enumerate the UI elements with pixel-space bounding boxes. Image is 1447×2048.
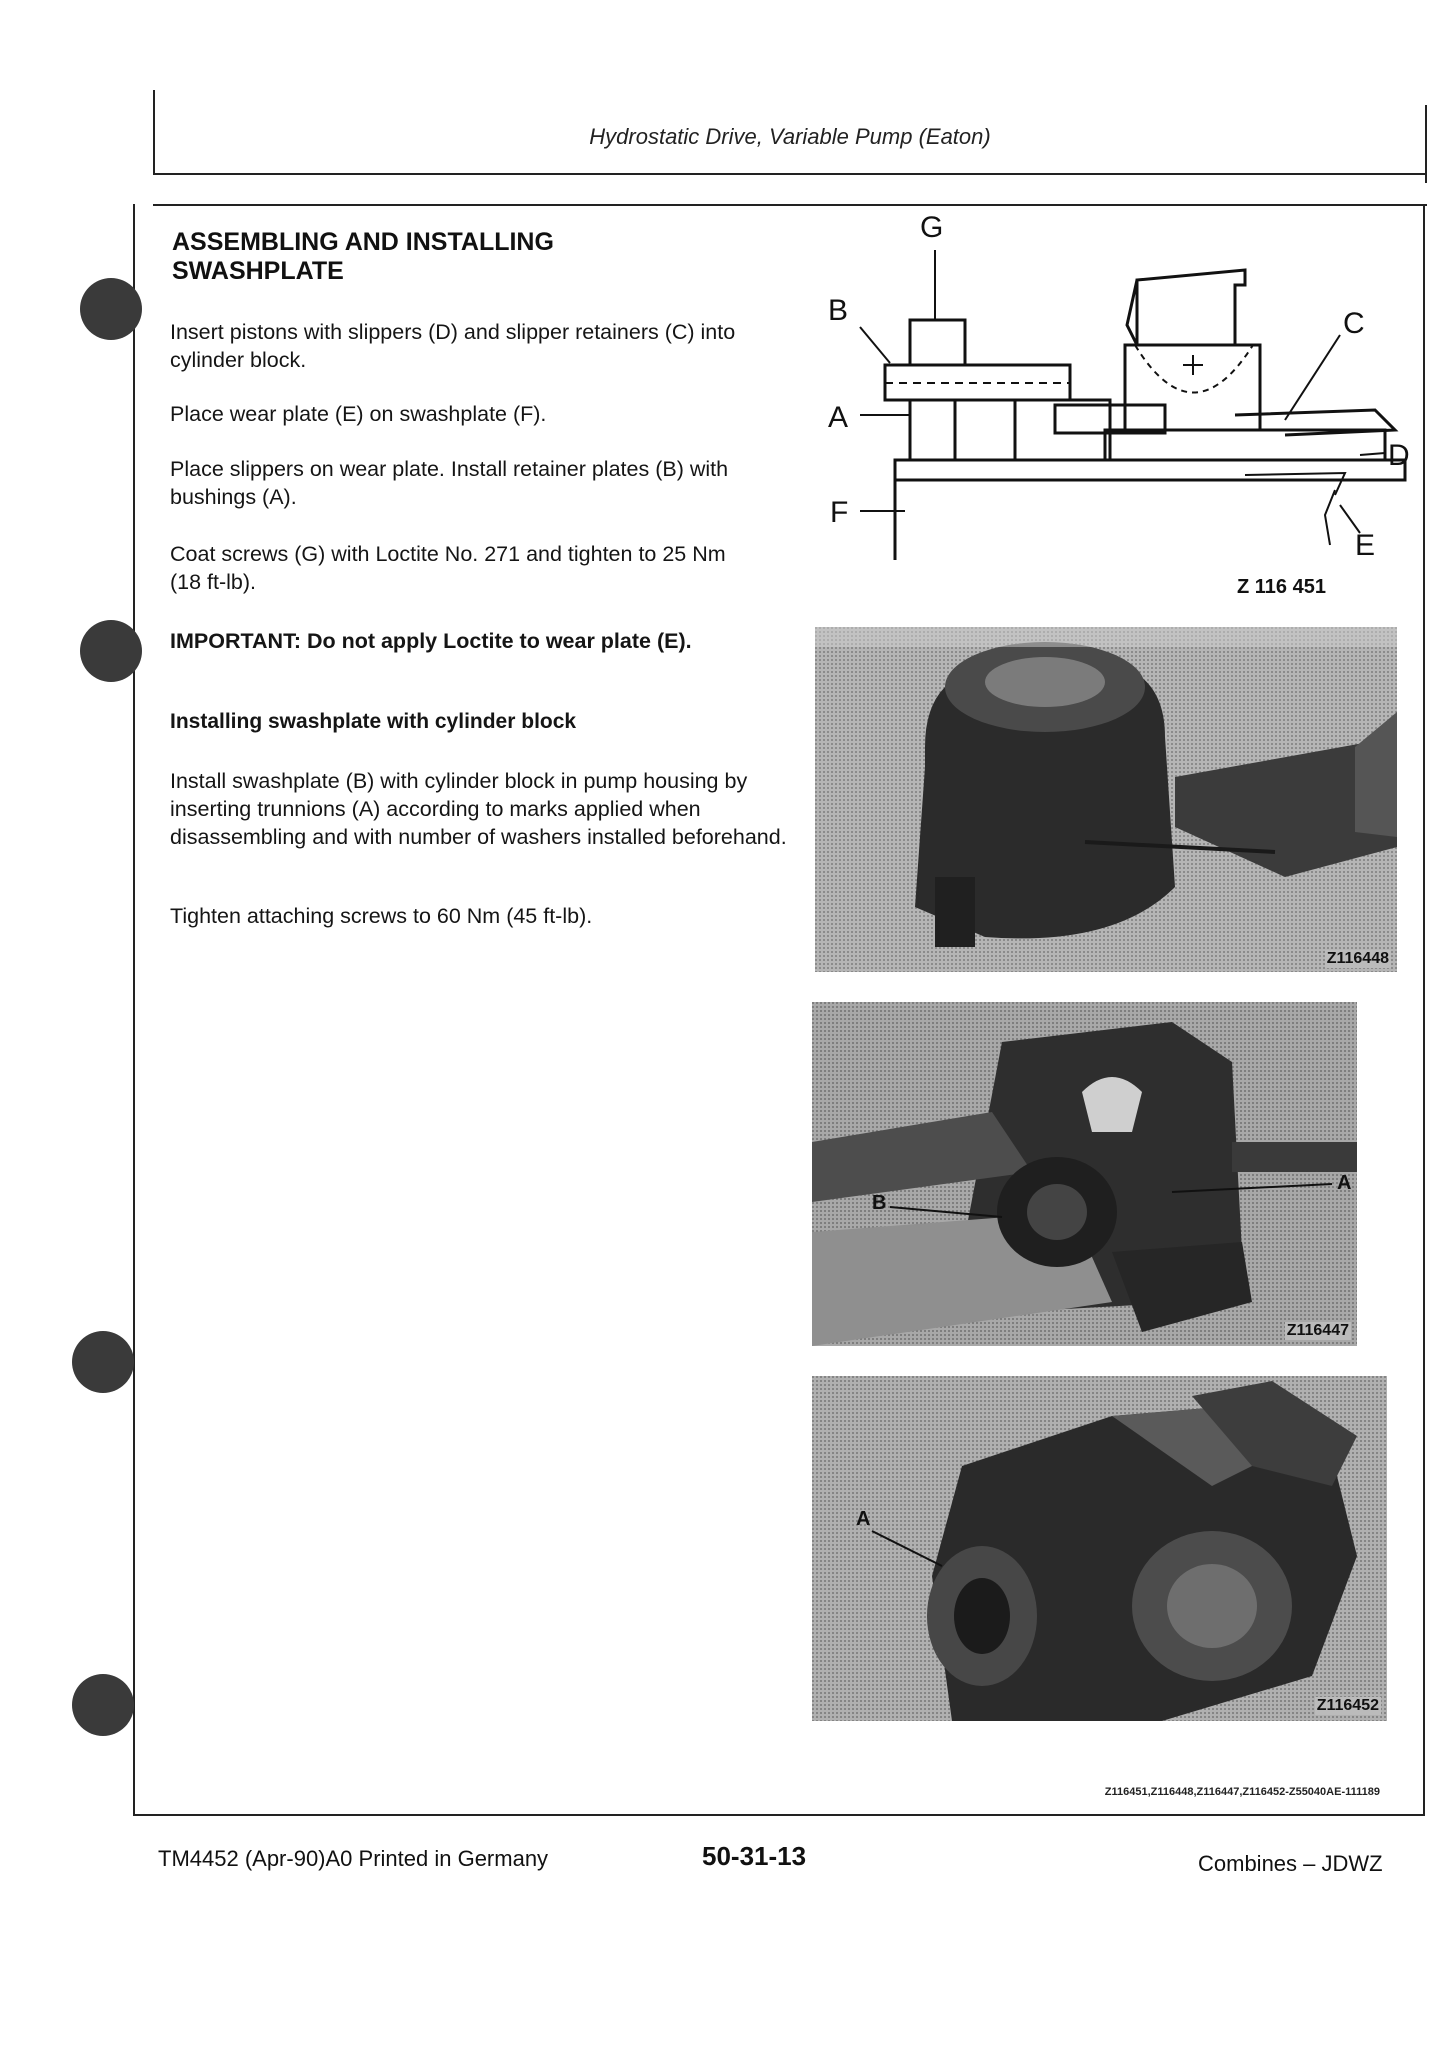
photo-3-figure-id: Z116452: [1316, 1697, 1379, 1714]
paragraph-insert-pistons: Insert pistons with slippers (D) and slipper retainers (C) into cylinder block.: [170, 320, 736, 372]
leader-b: [860, 327, 890, 363]
punch-hole-1: [80, 278, 142, 340]
photo-swashplate-install: [815, 627, 1397, 972]
diagram-label-g: G: [920, 215, 944, 244]
section-title-line2: SWASHPLATE: [172, 257, 344, 285]
photo-1-figure-id: Z116448: [1326, 950, 1389, 967]
footer-page-number: 50-31-13: [702, 1841, 807, 1871]
frame-bottom-border: [133, 1814, 1425, 1816]
diagram-figure-id: Z 116 451: [1237, 576, 1326, 598]
wear-plate-break: [1325, 490, 1335, 545]
diagram-label-a: A: [828, 401, 849, 434]
swashplate-diagram: [815, 215, 1415, 615]
leader-c: [1285, 335, 1340, 420]
paragraph-install-swashplate: Install swashplate (B) with cylinder block in pump housing by inserting trunnions (A) according to marks applied when disassembling and with number of washers installed beforehand.: [170, 769, 787, 849]
diagram-label-f: F: [830, 496, 849, 529]
bushing-block: [910, 400, 955, 460]
section-title-line1: ASSEMBLING AND INSTALLING: [172, 228, 554, 256]
photo-3-label-a: A: [856, 1508, 871, 1530]
important-note: IMPORTANT: Do not apply Loctite to wear plate (E).: [170, 629, 692, 653]
photo-2-artwork: [812, 1002, 1357, 1346]
photo-2-label-b: B: [872, 1192, 887, 1214]
photo-3-artwork: [812, 1376, 1387, 1721]
middle-block: [1015, 400, 1110, 460]
photo-trunnion: [812, 1376, 1387, 1721]
screw-head: [910, 320, 965, 365]
leader-d: [1360, 453, 1385, 455]
paragraph-coat-screws: Coat screws (G) with Loctite No. 271 and tighten to 25 Nm (18 ft-lb).: [170, 542, 726, 594]
diagram-label-d: D: [1388, 439, 1410, 472]
figure-caption-ids: Z116451,Z116448,Z116447,Z116452-Z55040AE-111189: [1104, 1786, 1380, 1798]
diagram-label-c: C: [1343, 307, 1365, 340]
photo-swashplate-cylinder-block: [812, 1002, 1357, 1346]
photo-2-figure-id: Z116447: [1286, 1322, 1349, 1339]
paragraph-tighten-screws: Tighten attaching screws to 60 Nm (45 ft-lb).: [170, 904, 593, 928]
frame-left-border: [133, 204, 135, 1816]
header-border-bottom: [153, 173, 1427, 175]
paragraph-wear-plate: Place wear plate (E) on swashplate (F).: [170, 402, 547, 426]
swashplate-body: [895, 460, 1405, 480]
frame-top-border: [153, 204, 1427, 206]
photo-1-artwork: [815, 627, 1397, 972]
photo-2-label-a: A: [1337, 1172, 1352, 1194]
section-title: [172, 228, 692, 286]
punch-hole-3: [72, 1331, 134, 1393]
header-border-right: [1425, 105, 1427, 183]
subheading-installing-swashplate: Installing swashplate with cylinder block: [170, 710, 577, 733]
footer-product: Combines – JDWZ: [1198, 1851, 1383, 1876]
top-piece: [1137, 270, 1245, 345]
running-head: Hydrostatic Drive, Variable Pump (Eaton): [589, 124, 991, 149]
punch-hole-2: [80, 620, 142, 682]
wear-plate-edge: [1245, 473, 1345, 495]
punch-hole-4: [72, 1674, 134, 1736]
footer-manual-id: TM4452 (Apr-90)A0 Printed in Germany: [158, 1846, 549, 1871]
diagram-label-e: E: [1355, 529, 1376, 562]
diagram-label-b: B: [828, 294, 849, 327]
paragraph-place-slippers: Place slippers on wear plate. Install retainer plates (B) with bushings (A).: [170, 457, 729, 509]
frame-right-border: [1423, 204, 1425, 1816]
